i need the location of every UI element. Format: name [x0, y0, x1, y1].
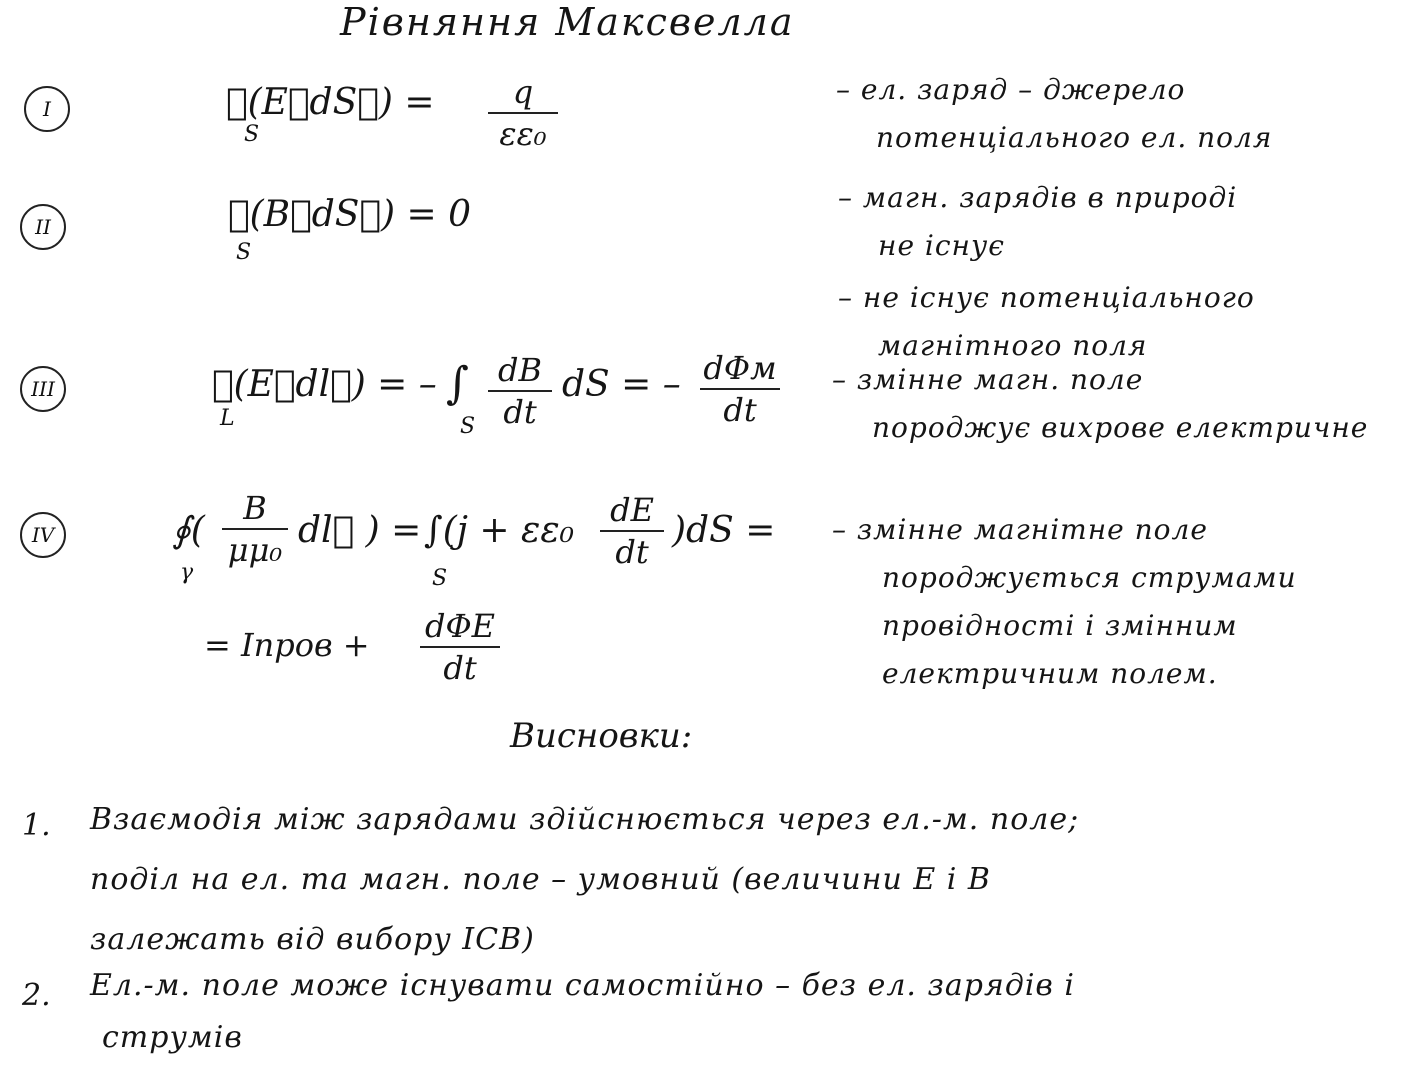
- equation-1-note: [836, 66, 1272, 162]
- fraction-numerator: dΦE: [424, 607, 496, 645]
- conclusion-line: поділ на ел. та магн. поле – умовний (величини E і B: [90, 862, 991, 897]
- equation-2-lhs: ∮(B⃗dS⃗) = 0: [228, 194, 472, 235]
- equation-4-mid-tail: )dS =: [672, 510, 776, 551]
- fraction-denominator: dt: [443, 649, 477, 687]
- conclusion-number-1: 1.: [22, 808, 51, 843]
- fraction-numerator: dB: [498, 351, 542, 389]
- fraction-bar: [488, 390, 552, 392]
- conclusion-line: залежать від вибору ІСВ): [90, 922, 535, 957]
- fraction-denominator: dt: [723, 391, 757, 429]
- equation-1-denominator: εε₀: [499, 115, 547, 153]
- note-line: не існує: [878, 229, 1005, 262]
- conclusion-number-2: 2.: [22, 978, 51, 1013]
- equation-number-3: III: [20, 366, 66, 412]
- fraction-bar: [420, 646, 500, 648]
- equation-4-fraction-b-mu: [222, 490, 288, 568]
- equation-3-integral-subscript: S: [460, 414, 476, 439]
- equation-3-lhs: ∮(E⃗dl⃗) = –: [212, 364, 437, 405]
- equation-4-fraction-de-dt: [600, 492, 664, 570]
- equation-4-lhs-tail: dl⃗ ) =: [298, 510, 422, 551]
- fraction-bar: [600, 530, 664, 532]
- equation-4-fraction-dphie-dt: [420, 608, 500, 686]
- equation-4-lhs-open: ∮(: [172, 510, 205, 551]
- equation-4-integral-subscript: S: [432, 566, 448, 591]
- fraction-bar: [700, 388, 780, 390]
- conclusion-1: [90, 790, 1079, 970]
- equation-3-fraction-db-dt: [488, 352, 552, 430]
- equation-1-rhs-fraction: [488, 74, 558, 152]
- equation-4-integral: ∫(j + εε₀: [424, 510, 575, 551]
- equation-number-2: II: [20, 204, 66, 250]
- note-line: – ел. заряд – джерело: [836, 73, 1186, 106]
- conclusions-heading: Висновки:: [510, 716, 693, 756]
- fraction-denominator: μμ₀: [227, 531, 283, 569]
- equation-4-subscript: γ: [180, 560, 194, 585]
- equation-3-integral: ∫: [446, 358, 469, 409]
- equation-1-numerator: q: [512, 73, 534, 111]
- note-line: магнітного поля: [878, 329, 1148, 362]
- equation-4-line2: = Iпров +: [204, 626, 370, 664]
- equation-number-1: I: [24, 86, 70, 132]
- conclusion-2: [90, 960, 1075, 1064]
- equation-3-subscript: L: [220, 406, 235, 431]
- note-line: провідності і змінним: [882, 609, 1238, 642]
- conclusion-line: Ел.-м. поле може існувати самостійно – без ел. зарядів і: [90, 968, 1076, 1003]
- equation-1-subscript: S: [244, 122, 260, 147]
- note-line: – не існує потенціального: [838, 281, 1255, 314]
- fraction-bar: [222, 528, 288, 530]
- conclusion-line: струмів: [102, 1020, 243, 1055]
- note-line: породжує вихрове електричне: [872, 411, 1369, 444]
- fraction-numerator: dΦм: [703, 349, 777, 387]
- note-line: електричним полем.: [882, 657, 1218, 690]
- equation-3-fraction-dphi-dt: [700, 350, 780, 428]
- fraction-numerator: B: [243, 489, 267, 527]
- equation-3-note: [832, 356, 1368, 452]
- note-line: – магн. зарядів в природі: [838, 181, 1238, 214]
- fraction-denominator: dt: [615, 533, 649, 571]
- equation-2-subscript: S: [236, 240, 252, 265]
- note-line: – змінне магнітне поле: [832, 513, 1208, 546]
- fraction-numerator: dE: [610, 491, 654, 529]
- fraction-denominator: dt: [503, 393, 537, 431]
- fraction-bar: [488, 112, 558, 114]
- page-title: Рівняння Максвелла: [340, 0, 795, 44]
- equation-2-note: [838, 174, 1255, 370]
- note-line: – змінне магн. поле: [832, 363, 1144, 396]
- equation-3-tail: dS = –: [562, 364, 681, 405]
- note-line: потенціального ел. поля: [876, 121, 1273, 154]
- note-line: породжується струмами: [882, 561, 1297, 594]
- conclusion-line: Взаємодія між зарядами здійснюється через ел.-м. поле;: [90, 802, 1080, 837]
- equation-4-note: [832, 506, 1297, 698]
- equation-number-4: IV: [20, 512, 66, 558]
- equation-1-lhs: ∮(E⃗dS⃗) =: [226, 82, 435, 123]
